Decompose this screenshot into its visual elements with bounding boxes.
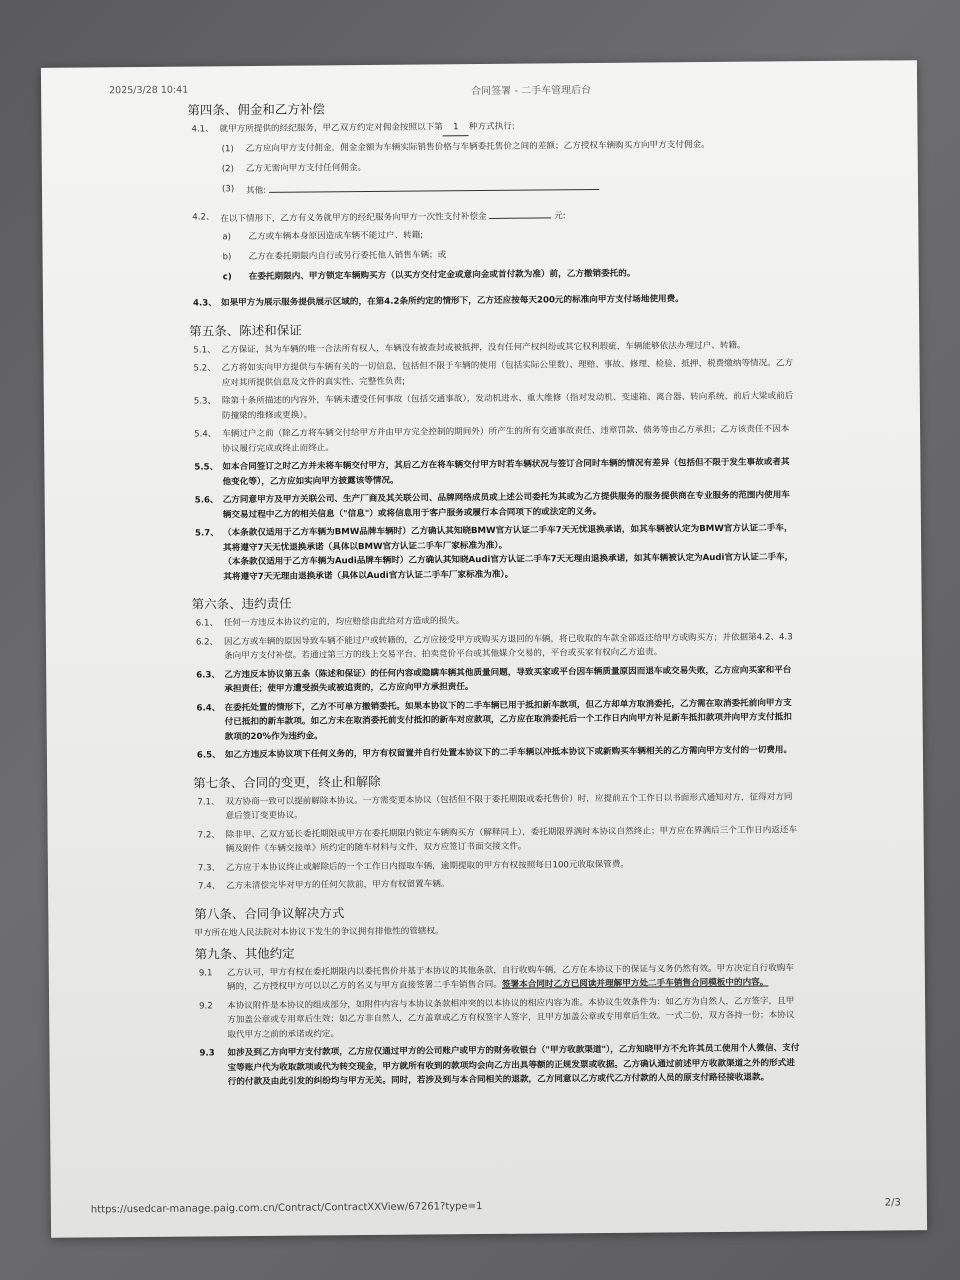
- article-7-title: 第七条、合同的变更，终止和解除: [193, 773, 381, 791]
- clause-6-2: 6.2、 因乙方或车辆的原因导致车辆不能过户或转籍的，乙方应接受甲方或购买方退回的车辆，将已收取的车款全部返还给甲方或购买方；并依据第4.2、4.3条向甲方支付补偿。若通过第三方的线上交易平台、拍卖竞价平台或其他媒介交易的，平台或买家有权向乙方追责。: [195, 631, 793, 662]
- clause-9-1: 9.1 乙方认可，甲方有权在委托期限内以委托售价并基于本协议的其他条款，自行收购车辆，乙方在本协议下的保证与义务仍然有效。甲方决定自行收购车辆的，乙方授权甲方可以以乙方的名义与甲方直接签署二手车销售合同。签署本合同时乙方已阅读并理解甲方处二手车销售合同模板中的内容。: [198, 962, 795, 993]
- clause-6-1: 6.1、 任何一方违反本协议约定的，均应赔偿由此给对方造成的损失。: [195, 616, 465, 629]
- clause-9-2: 9.2 本协议附件是本协议的组成部分，如附件内容与本协议条款相冲突的以本协议的相应内容为准。本协议生效条件为：如乙方为自然人，乙方签字，且甲方加盖公章或专用章后生效；如乙方非自然人，乙方盖章或乙方有权签字人签字，且甲方加盖公章或专用章后生效。一式二份，双方各持一份；本协议取代甲方之前的承诺或约定。: [199, 995, 795, 1040]
- other-method-blank[interactable]: [269, 178, 599, 192]
- option-2: (2) 乙方无需向甲方支付任何佣金。: [221, 162, 367, 174]
- article-6-title: 第六条、违约责任: [191, 595, 292, 612]
- contract-page: [41, 60, 927, 1238]
- clause-7-3: 7.3、 乙方应于本协议终止或解除后的一个工作日内提取车辆，逾期提取的甲方有权按照每日100元收取保管费。: [197, 859, 630, 874]
- article-9-title: 第九条、其他约定: [194, 945, 295, 962]
- compensation-amount-blank[interactable]: [489, 207, 551, 219]
- clause-5-4: 5.4、 车辆过户之前（除乙方将车辆交付给甲方并由甲方完全控制的期间外）所产生的所有交通事故责任、违章罚款、债务等由乙方承担；乙方该责任不因本协议履行完成或终止而终止。: [194, 424, 790, 454]
- clause-6-4: 6.4、 在委托处置的情形下，乙方不可单方撤销委托。如果本协议下的二手车辆已用于抵扣新车款项，但乙方却单方取消委托，乙方需在取消委托前向甲方支付已抵扣的新车款项。如乙方未在取消委托前支付抵扣的新车对应款项，乙方应在取消委托后一个工作日内向甲方补足新车抵扣款项并向甲方支付抵扣款项的20%作为违约金。: [196, 697, 792, 742]
- clause-5-3: 5.3、 除第十条所描述的内容外，车辆未遭受任何事故（包括交通事故），发动机进水、重大维修（指对发动机、变速箱、离合器、转向系统、前后大梁或前后防撞梁的维修或更换）。: [193, 391, 794, 421]
- clause-4-2: 4.2、 在以下情形下，乙方有义务就甲方的经纪服务向甲方一次性支付补偿金 元:: [192, 205, 792, 227]
- option-3: (3) 其他:: [222, 177, 792, 198]
- list-item-a: a) 乙方或车辆本身原因造成车辆不能过户、转籍;: [222, 230, 424, 243]
- clause-5-7: 5.7、 （本条款仅适用于乙方车辆为BMW品牌车辆时）乙方确认其知晓BMW官方认证二手车7天无忧退换承诺，如其车辆被认定为BMW官方认证二手车，其将遵守7天无忧退换承诺（具体以BMW官方认证二手车厂家标准为准）。 （本条款仅适用于乙方车辆为Audi品牌车辆时）乙方确认其知晓Audi官方认证二手车7天无理由退换承诺，如其车辆被认定为Audi官方认证二手车，其将遵守7天无理由退换承诺（具体以Audi官方认证二手车厂家标准为准）。: [194, 523, 794, 582]
- article-8-title: 第八条、合同争议解决方式: [194, 904, 345, 922]
- contract-body: [187, 95, 800, 1094]
- list-item-c: c) 在委托期限内、甲方锁定车辆购买方（以买方交付定金或意向金或首付款为准）前，乙方撤销委托的。: [222, 268, 636, 283]
- page-url: https://usedcar-manage.paig.com.cn/Contract/ContractXXView/67261?type=1: [90, 1201, 483, 1216]
- clause-7-4: 7.4、 乙方未清偿完毕对甲方的任何欠款前，甲方有权留置车辆。: [198, 879, 450, 892]
- clause-7-1: 7.1、 双方协商一致可以提前解除本协议。一方需变更本协议（包括但不限于委托期限或委托售价）时，应提前五个工作日以书面形式通知对方，征得对方同意后签订变更协议。: [197, 791, 793, 822]
- option-1: (1) 乙方应向甲方支付佣金，佣金金额为车辆实际销售价格与车辆委托售价之间的差额；乙方授权车辆购买方向甲方支付佣金。: [221, 139, 710, 154]
- clause-5-7-audi: （本条款仅适用于乙方车辆为Audi品牌车辆时）乙方确认其知晓Audi官方认证二手车7天无理由退换承诺，如其车辆被认定为Audi官方认证二手车，其将遵守7天无理由退换承诺（具体以Audi官方认证二手车厂家标准为准）。: [223, 552, 794, 582]
- page-title: 合同签署 - 二手车管理后台: [471, 85, 592, 98]
- clause-6-3: 6.3、 乙方违反本协议第五条（陈述和保证）的任何内容或隐瞒车辆其他质量问题，导致买家或平台因车辆质量原因而退车或交易失败，乙方应向买家和平台承担责任；使甲方遭受损失或被追责的，乙方应向甲方承担责任。: [196, 664, 792, 695]
- page-number: 2/3: [884, 1197, 901, 1209]
- article-4-title: 第四条、佣金和乙方补偿: [187, 101, 325, 118]
- clause-9-1-emphasis: 签署本合同时乙方已阅读并理解甲方处二手车销售合同模板中的内容。: [501, 977, 769, 990]
- clause-5-1: 5.1、 乙方保证，其为车辆的唯一合法所有权人，车辆没有被查封或被抵押，没有任何产权纠纷或其它权利瑕疵，车辆能够依法办理过户、转籍。: [193, 340, 746, 356]
- print-date: 2025/3/28 10:41: [109, 84, 189, 97]
- clause-4-3: 4.3、 如果甲方为展示服务提供展示区域的，在第4.2条所约定的情形下，乙方还应按每天200元的标准向甲方支付场地使用费。: [192, 294, 684, 309]
- clause-4-1: 4.1、 就甲方所提供的经纪服务，甲乙双方约定对佣金按照以下第 1 种方式执行:: [191, 121, 515, 135]
- commission-option-blank[interactable]: 1: [443, 120, 469, 136]
- clause-9-3: 9.3 如涉及到乙方向甲方支付款项，乙方应仅通过甲方的公司账户或甲方的财务收银台（"甲方收款渠道"），乙方知晓甲方不允许其员工使用个人微信、支付宝等账户代为收取款项或代为转交现金，甲方就所有收到的款项均会向乙方出具等额的正规发票或收据。乙方确认通过前述甲方收款渠道之外的形式进行的付款及由此引发的纠纷均与甲方无关。同时，若涉及到与本合同相关的退款，乙方同意以乙方或代乙方付款的人员的原支付路径接收退款。: [199, 1043, 800, 1088]
- clause-7-2: 7.2、 除非甲、乙双方延长委托期限或甲方在委托期限内锁定车辆购买方（解释同上），委托期限界满时本协议自然终止；甲方应在界满后三个工作日内返还车辆及附件《车辆交接单》所约定的随车材料与文件，双方应签订书面交接文件。: [197, 824, 798, 855]
- clause-5-2: 5.2、 乙方将如实向甲方提供与车辆有关的一切信息，包括但不限于车辆的使用（包括实际公里数）、理赔、事故、修理、检验、抵押、税费缴纳等情况。乙方应对其所提供信息及文件的真实性、完整性负责;: [193, 358, 794, 388]
- article-5-title: 第五条、陈述和保证: [189, 322, 302, 339]
- article-8-text: 甲方所在地人民法院对本协议下发生的争议拥有排他性的管辖权。: [194, 925, 444, 939]
- clause-5-6: 5.6、 乙方同意甲方及甲方关联公司、生产厂商及其关联公司、品牌网络成员或上述公司委托为其或为乙方提供服务的服务提供商在专业服务的范围内使用车辆交易过程中乙方的相关信息（"信息"）或将信息用于客户服务或履行本合同项下的或法定的义务。: [194, 490, 790, 520]
- list-item-b: b) 乙方在委托期限内自行或另行委托他人销售车辆；或: [222, 250, 447, 263]
- clause-5-5: 5.5、 如本合同签订之时乙方并未将车辆交付甲方，其后乙方在将车辆交付甲方时若车辆状况与签订合同时车辆的情况有差异（包括但不限于发生事故或者其他变化等），乙方应如实向甲方披露该等情况。: [194, 457, 790, 487]
- clause-6-5: 6.5、 如乙方违反本协议项下任何义务的，甲方有权留置并自行处置本协议下的二手车辆以冲抵本协议下或新购买车辆相关的乙方需向甲方支付的一切费用。: [196, 745, 793, 761]
